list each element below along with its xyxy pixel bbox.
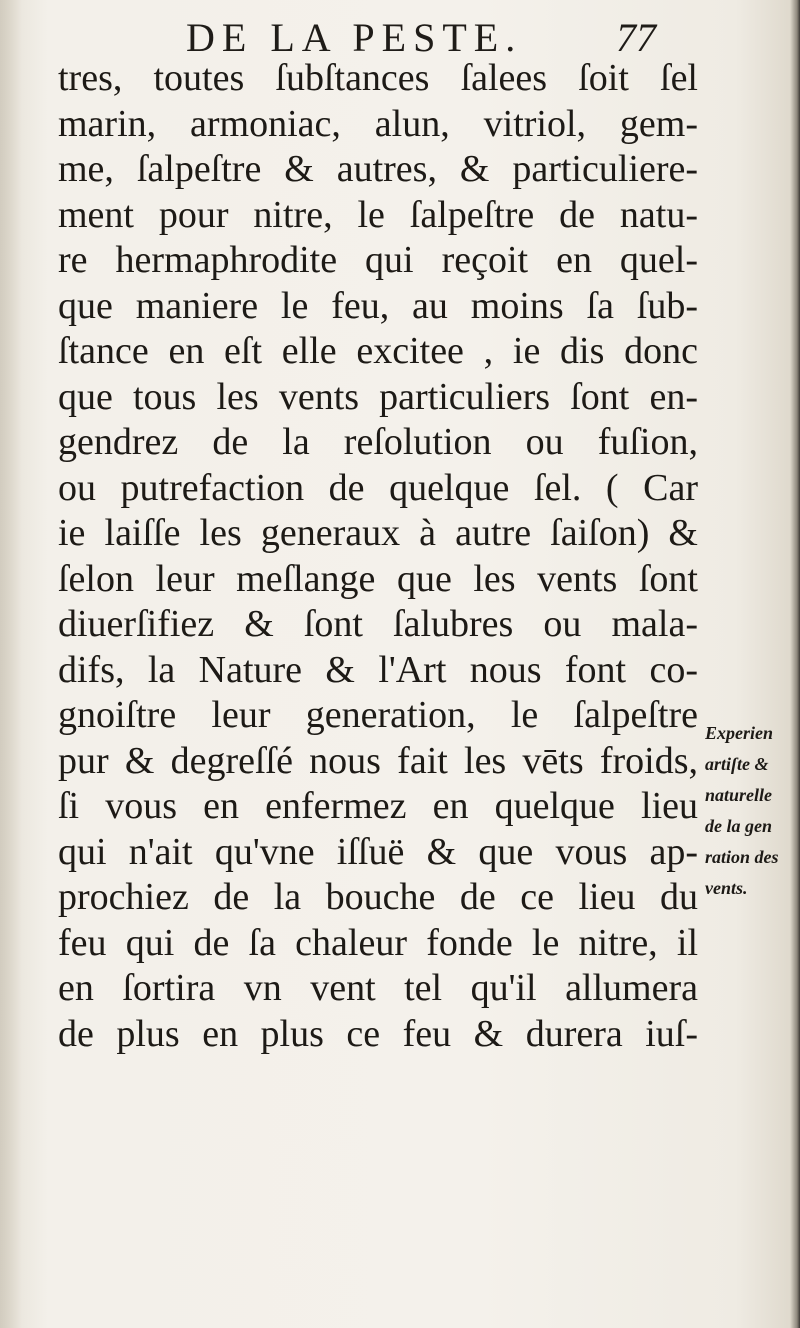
text-line: ſelon leur meſlange que les vents ſont xyxy=(58,557,698,600)
text-line: me, ſalpeſtre & autres, & particuliere- xyxy=(58,148,698,190)
text-line: marin, armoniac, alun, vitriol, gem- xyxy=(58,102,698,145)
margin-note xyxy=(705,718,793,904)
page-gutter-shadow xyxy=(0,0,22,1328)
text-line: de plus en plus ce feu & durera iuſ- xyxy=(58,1012,698,1055)
running-title: DE LA PESTE. xyxy=(186,15,523,60)
text-line: re hermaphrodite qui reçoit en quel- xyxy=(58,239,698,281)
page-number: 77 xyxy=(616,15,656,60)
text-line: feu qui de ſa chaleur fonde le nitre, il xyxy=(58,921,698,964)
text-line: difs, la Nature & l'Art nous font co- xyxy=(58,648,698,691)
text-line: prochiez de la bouche de ce lieu du xyxy=(58,876,698,918)
text-line: en ſortira vn vent tel qu'il allumera xyxy=(58,967,698,1009)
text-line: qui n'ait qu'vne iſſuë & que vous ap- xyxy=(58,830,698,873)
margin-note-line: de la gen xyxy=(705,816,772,836)
body-text xyxy=(58,56,698,1057)
margin-note-line: artiſte & xyxy=(705,754,769,774)
margin-note-line: vents. xyxy=(705,878,748,898)
margin-note-line: ration des xyxy=(705,847,779,867)
page-edge xyxy=(790,0,800,1328)
text-line: ſi vous en enfermez en quelque lieu xyxy=(58,785,698,827)
text-line: que maniere le feu, au moins ſa ſub- xyxy=(58,284,698,327)
text-line: diuerſifiez & ſont ſalubres ou mala- xyxy=(58,603,698,645)
text-line: que tous les vents particuliers ſont en- xyxy=(58,375,698,418)
text-line: ment pour nitre, le ſalpeſtre de natu- xyxy=(58,193,698,236)
margin-note-line: naturelle xyxy=(705,785,773,805)
margin-note-line: Experien xyxy=(705,723,774,743)
text-line: pur & degreſſé nous fait les vēts froids, xyxy=(58,739,698,782)
text-line: gendrez de la reſolution ou fuſion, xyxy=(58,421,698,463)
text-line: ſtance en eſt elle excitee , ie dis donc xyxy=(58,330,698,372)
text-line: ie laiſſe les generaux à autre ſaiſon) & xyxy=(58,512,698,554)
text-line: ou putrefaction de quelque ſel. ( Car xyxy=(58,466,698,509)
text-line: gnoiſtre leur generation, le ſalpeſtre xyxy=(58,694,698,736)
text-line: tres, toutes ſubſtances ſalees ſoit ſel xyxy=(58,57,698,99)
